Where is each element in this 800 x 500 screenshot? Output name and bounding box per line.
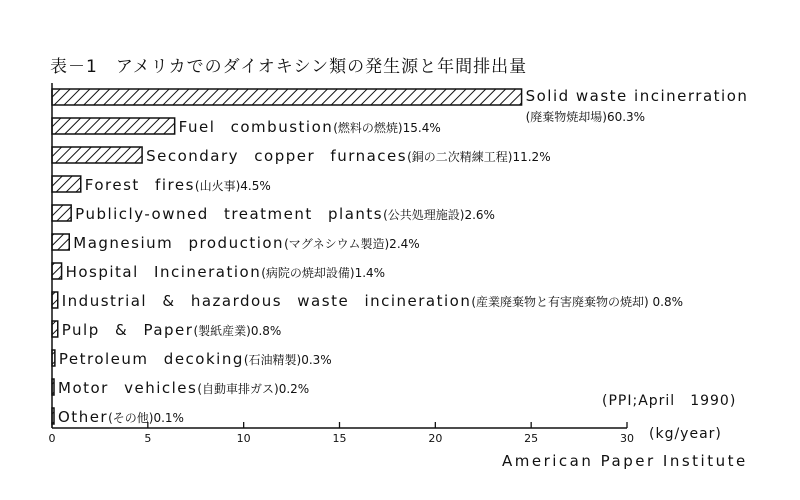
- bar-label: Motor vehicles(自動車排ガス)0.2%: [58, 379, 310, 397]
- chart-title: 表－1 アメリカでのダイオキシン類の発生源と年間排出量: [50, 57, 528, 77]
- bar-label: Petroleum decoking(石油精製)0.3%: [58, 350, 332, 368]
- x-tick-label: 25: [524, 432, 539, 445]
- bar: [52, 292, 58, 308]
- bar-label: Fuel combustion(燃料の燃焼)15.4%: [178, 118, 441, 136]
- bar: [52, 234, 69, 250]
- bar: [52, 147, 142, 163]
- source-note: (PPI;April 1990): [602, 393, 737, 409]
- bar: [52, 321, 58, 337]
- bar-labels-group: [58, 87, 748, 426]
- bar: [52, 263, 62, 279]
- x-tick-label: 20: [428, 432, 443, 445]
- bar-label: Solid waste incinerration: [525, 87, 749, 105]
- bar-label: Publicly-owned treatment plants(公共処理施設)2.6%: [75, 205, 495, 223]
- bar-label: Pulp & Paper(製紙産業)0.8%: [61, 321, 282, 339]
- publisher-label: American Paper Institute: [502, 452, 748, 470]
- bar-label: Hospital Incineration(病院の焼却設備)1.4%: [65, 263, 386, 281]
- x-tick-label: 5: [144, 432, 152, 445]
- bar: [52, 205, 71, 221]
- bar-label: Industrial & hazardous waste incineration(産業廃棄物と有害廃棄物の焼却) 0.8%: [61, 292, 684, 310]
- bar: [52, 176, 81, 192]
- x-tick-label: 10: [236, 432, 251, 445]
- bar: [52, 89, 522, 105]
- bar-label-ja: (廃棄物焼却場)60.3%: [525, 110, 646, 124]
- bar-label: Other(その他)0.1%: [58, 408, 184, 426]
- x-tick-label: 0: [48, 432, 56, 445]
- bar: [52, 118, 175, 134]
- x-axis-label: (kg/year): [649, 426, 722, 442]
- bar-label: Forest fires(山火事)4.5%: [84, 176, 271, 194]
- bars-group: [52, 89, 522, 424]
- x-tick-label: 15: [332, 432, 347, 445]
- bar-label: Magnesium production(マグネシウム製造)2.4%: [73, 234, 420, 252]
- x-tick-label: 30: [620, 432, 634, 445]
- bar-label: Secondary copper furnaces(銅の二次精練工程)11.2%: [146, 147, 551, 165]
